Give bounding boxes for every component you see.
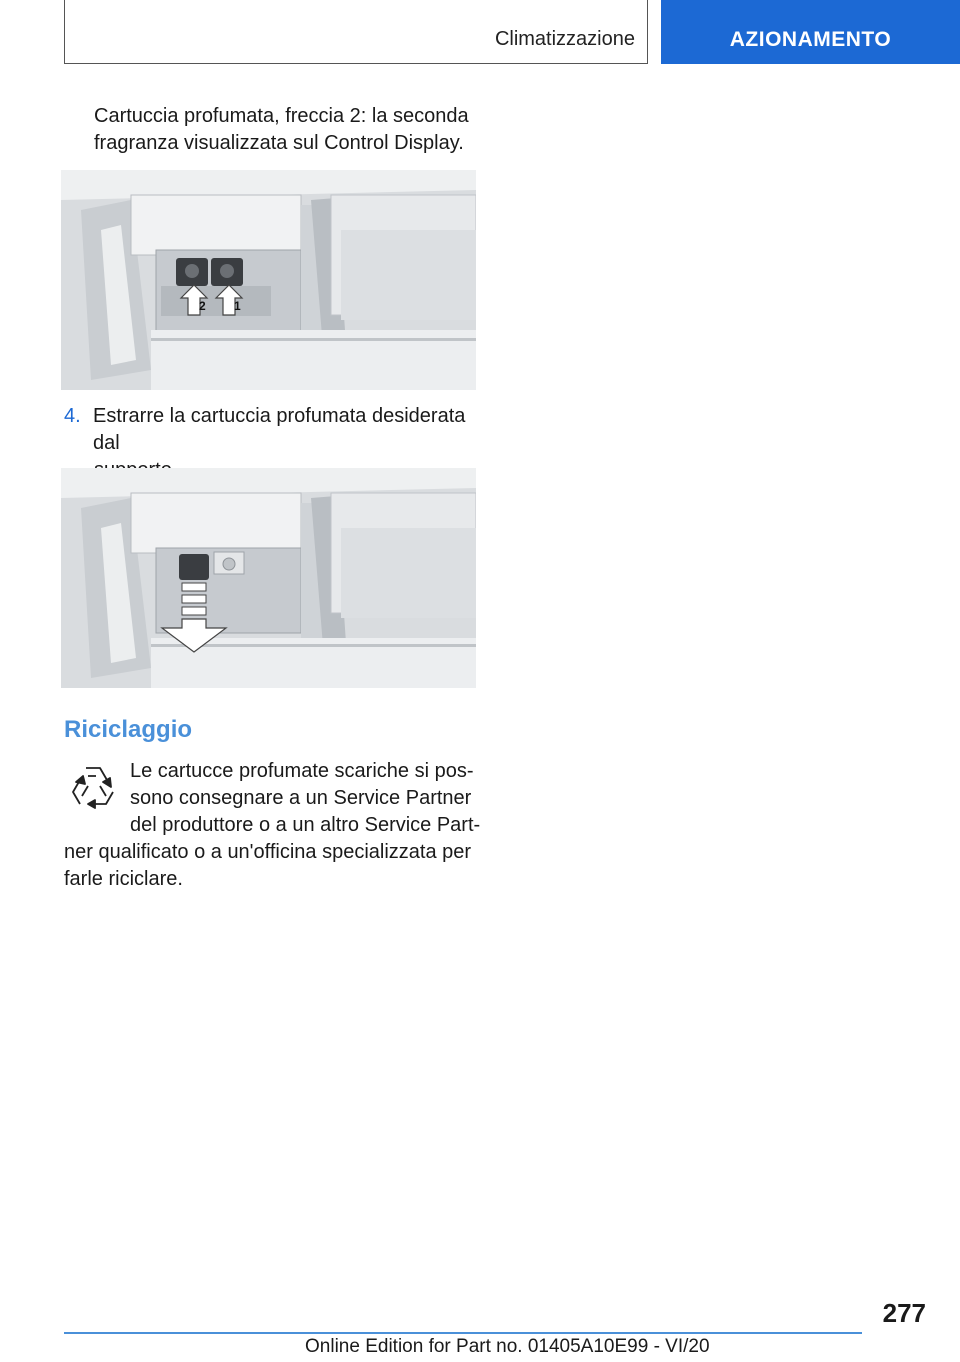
recycle-icon <box>66 762 120 812</box>
figure-cartridge-holder <box>61 170 476 390</box>
recycling-line: Le cartucce profumate scariche si pos- <box>130 760 474 782</box>
recycling-text-full <box>64 839 471 893</box>
recycling-line: sono consegnare a un Service Partner <box>130 787 472 809</box>
header-section-title: Climatizzazione <box>494 28 635 50</box>
recycling-line: ner qualificato o a un'officina specializzata per <box>64 841 472 863</box>
recycling-line: del produttore o a un altro Service Part- <box>130 814 481 836</box>
intro-line: fragranza visualizzata sul Control Display. <box>94 132 464 154</box>
intro-line: Cartuccia profumata, freccia 2: la seconda <box>94 105 469 127</box>
recycling-line: farle riciclare. <box>64 868 183 890</box>
figure-cartridge-removal-illustration <box>61 468 476 688</box>
section-title-recycling: Riciclaggio <box>64 716 193 743</box>
footer-divider <box>64 1332 862 1334</box>
arrow-label-2: 2 <box>199 299 206 313</box>
figure-cartridge-removal <box>61 468 476 688</box>
intro-paragraph <box>94 103 469 157</box>
step-text-line: Estrarre la cartuccia profumata desiderata dal <box>92 405 466 454</box>
chapter-tab[interactable]: AZIONAMENTO <box>661 0 960 64</box>
page-number: 277 <box>882 1298 926 1328</box>
recycling-text-indented <box>130 758 480 839</box>
footer-edition: Online Edition for Part no. 01405A10E99 - VI/20 <box>305 1336 710 1357</box>
step-number: 4. <box>64 405 81 427</box>
figure-cartridge-holder-illustration <box>61 170 476 390</box>
arrow-label-1: 1 <box>234 299 241 313</box>
